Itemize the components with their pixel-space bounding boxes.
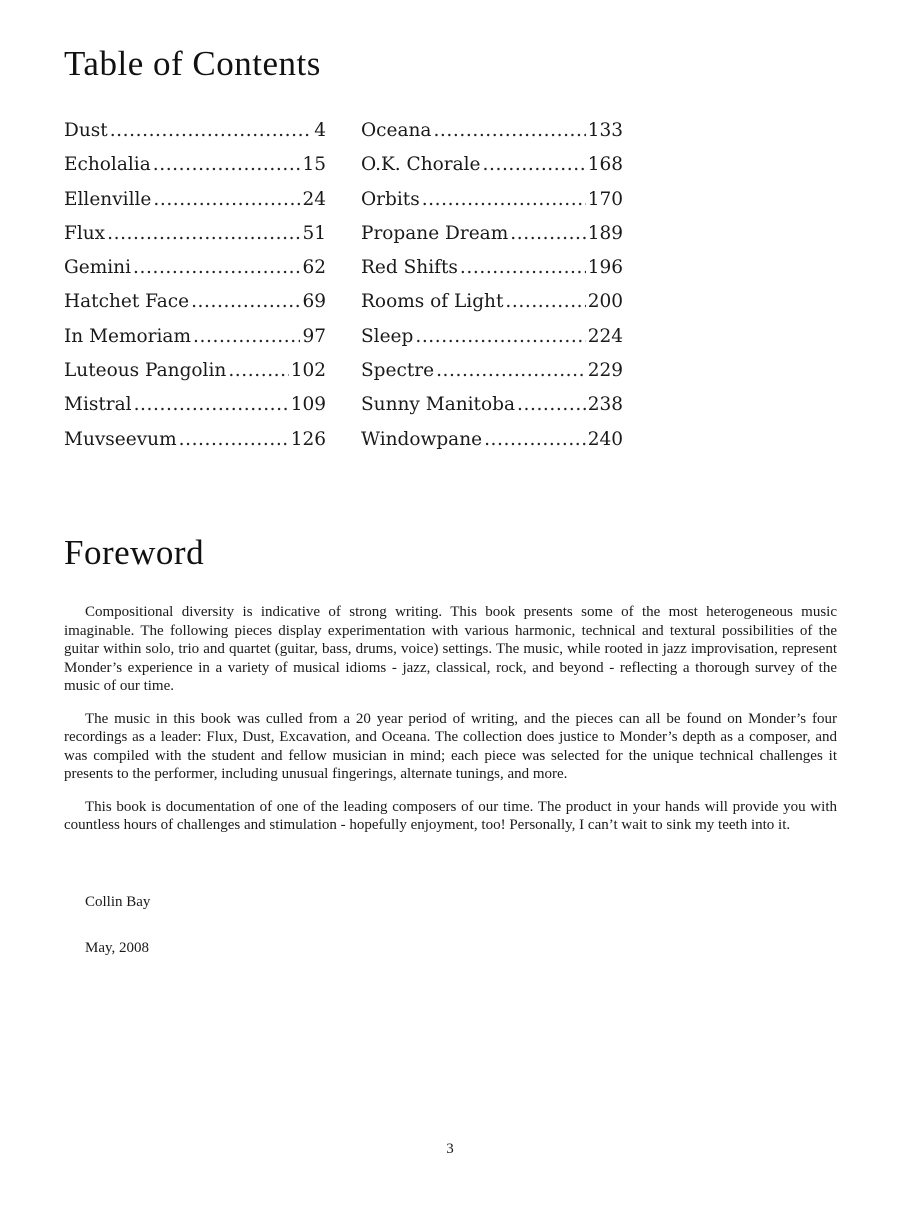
toc-entry-title: Dust: [64, 120, 108, 141]
toc-entry[interactable]: [361, 119, 623, 153]
toc-entry-page: 62: [302, 257, 326, 279]
toc-leader-dots: [460, 256, 586, 280]
toc-leader-dots: [415, 325, 585, 349]
toc-entry-page: 224: [587, 325, 623, 347]
toc-leader-dots: [179, 428, 289, 452]
toc-entry[interactable]: [64, 188, 326, 222]
toc-entry-page: 24: [302, 188, 326, 210]
toc-entry-title: Sunny Manitoba: [361, 394, 515, 416]
toc-entry-title: Gemini: [64, 257, 132, 279]
toc-entry-title: Rooms of Light: [361, 291, 504, 313]
toc-entry-page: 15: [302, 154, 326, 176]
toc-entry-title: Windowpane: [361, 428, 483, 450]
toc-entry-title: Echolalia: [64, 154, 151, 176]
toc-entry-page: 229: [587, 360, 623, 382]
toc-leader-dots: [517, 393, 586, 417]
toc-entry-title: Sleep: [361, 325, 414, 347]
toc-leader-dots: [505, 290, 585, 314]
toc-leader-dots: [191, 290, 300, 314]
toc-entry-page: 102: [290, 360, 326, 382]
toc-leader-dots: [510, 222, 585, 246]
toc-entry-title: In Memoriam: [64, 325, 192, 347]
toc-leader-dots: [133, 256, 300, 280]
toc-entry-title: Mistral: [64, 394, 132, 416]
toc-entry-page: 170: [587, 188, 623, 210]
toc-entry-title: Muvseevum: [64, 428, 177, 450]
toc-entry[interactable]: [64, 119, 326, 153]
toc-entry[interactable]: [361, 188, 623, 222]
toc-leader-dots: [107, 222, 300, 246]
toc-entry-page: 168: [587, 154, 623, 176]
toc-entry-title: Flux: [64, 222, 106, 244]
toc-entry[interactable]: [361, 222, 623, 256]
toc-entry-page: 196: [587, 257, 623, 279]
toc-entry-title: O.K. Chorale: [361, 154, 481, 176]
toc-entry-page: 200: [587, 291, 623, 313]
toc-leader-dots: [110, 119, 313, 143]
toc-entry[interactable]: [64, 290, 326, 324]
toc-entry-page: 69: [302, 291, 326, 313]
toc-entry[interactable]: [64, 393, 326, 427]
signature-date: May, 2008: [85, 940, 150, 956]
toc-leader-dots: [134, 393, 289, 417]
toc-entry-page: 126: [290, 428, 326, 450]
toc-entry[interactable]: [64, 428, 326, 462]
toc-entry[interactable]: [64, 325, 326, 359]
toc-leader-dots: [483, 153, 586, 177]
toc-entry[interactable]: [64, 153, 326, 187]
toc-leader-dots: [436, 359, 586, 383]
toc-entry[interactable]: [64, 222, 326, 256]
toc-leader-dots: [193, 325, 300, 349]
toc-entry-page: 189: [587, 222, 623, 244]
toc-entry-page: 51: [302, 222, 326, 244]
foreword-paragraph: The music in this book was culled from a 20 year period of writing, and the pieces can all be found on Monder’s four recordings as a leader: Flux, Dust, Excavation, and Oceana. The collection does justice to Monder’s depth as a composer, and was compiled with the student and fellow musician in mind; each piece was selected for the unique technical challenges it presents to the performer, including unusual fingerings, alternate tunings, and more.: [64, 710, 837, 782]
toc-leader-dots: [484, 428, 586, 452]
toc-heading: Table of Contents: [64, 44, 321, 83]
toc-entry-title: Oceana: [361, 120, 432, 141]
toc-leader-dots: [153, 153, 301, 177]
toc-entry-page: 97: [302, 325, 326, 347]
toc-entry-page: 109: [290, 394, 326, 416]
toc-entry[interactable]: [361, 325, 623, 359]
toc-entry[interactable]: [361, 428, 623, 462]
toc-entry-title: Orbits: [361, 188, 420, 210]
toc-entry-title: Propane Dream: [361, 222, 509, 244]
toc-leader-dots: [153, 188, 300, 212]
toc-right-column: [361, 119, 623, 462]
toc-entry-title: Luteous Pangolin: [64, 360, 227, 382]
toc-entry[interactable]: [64, 256, 326, 290]
toc-entry-page: 4: [314, 120, 326, 141]
toc-leader-dots: [433, 119, 585, 143]
page-number: 3: [446, 1141, 454, 1157]
toc-left-column: [64, 119, 326, 462]
toc-entry[interactable]: [361, 153, 623, 187]
toc-entry-page: 240: [587, 428, 623, 450]
signature-name: Collin Bay: [85, 894, 151, 910]
toc-entry-page: 133: [587, 120, 623, 141]
foreword-paragraph: This book is documentation of one of the leading composers of our time. The product in your hands will provide you with countless hours of challenges and stimulation - hopefully enjoyment, too! Personally, I can’t wait to sink my teeth into it.: [64, 798, 837, 833]
toc-entry-title: Spectre: [361, 360, 435, 382]
toc-entry-title: Hatchet Face: [64, 291, 190, 313]
toc-entry-title: Ellenville: [64, 188, 152, 210]
toc-leader-dots: [228, 359, 288, 383]
foreword-paragraph: Compositional diversity is indicative of strong writing. This book presents some of the most heterogeneous music imaginable. The following pieces display experimentation with various harmonic, technical and textural possibilities of the guitar within solo, trio and quartet (guitar, bass, drums, voice) settings. The music, while rooted in jazz improvisation, represent Monder’s experience in a variety of musical idioms - jazz, classical, rock, and beyond - reflecting a thorough survey of the music of our time.: [64, 604, 837, 694]
toc-entry[interactable]: [361, 290, 623, 324]
toc-entry[interactable]: [361, 359, 623, 393]
toc-entry[interactable]: [64, 359, 326, 393]
toc-entry-title: Red Shifts: [361, 257, 458, 279]
toc-entry-page: 238: [587, 394, 623, 416]
foreword-heading: Foreword: [64, 533, 205, 572]
toc-leader-dots: [422, 188, 586, 212]
toc-entry[interactable]: [361, 393, 623, 427]
toc-entry[interactable]: [361, 256, 623, 290]
foreword-body: [64, 603, 837, 849]
